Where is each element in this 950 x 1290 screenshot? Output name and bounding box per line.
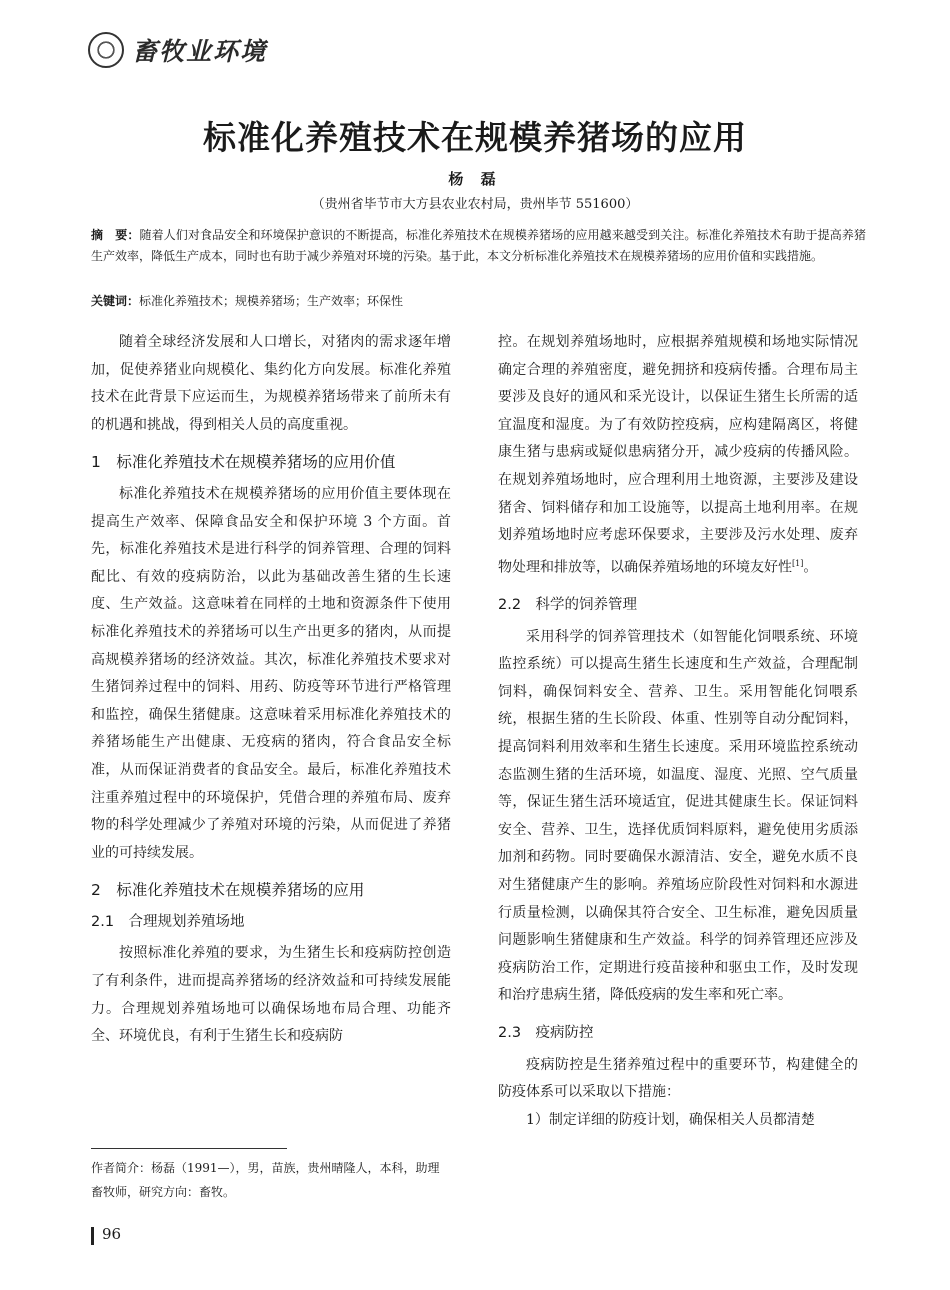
- footnote-divider: [91, 1148, 287, 1149]
- subsection-heading-2-2: 2.2 科学的饲养管理: [498, 597, 638, 613]
- keywords-text: 标准化养殖技术；规模养猪场；生产效率；环保性: [139, 294, 404, 308]
- journal-name: 畜牧业环境: [132, 37, 268, 66]
- abstract-label: 摘 要：: [91, 228, 140, 242]
- abstract: [91, 225, 866, 267]
- page-number: 96: [102, 1225, 122, 1243]
- citation-ref: [1]: [792, 558, 804, 568]
- intro-paragraph: 随着全球经济发展和人口增长，对猪肉的需求逐年增加，促使养猪业向规模化、集约化方向发展。标准化养殖技术在此背景下应运而生，为规模养猪场带来了前所未有的机遇和挑战，得到相关人员的高度重视。: [91, 334, 451, 433]
- subsection-heading-2-3: 2.3 疫病防控: [498, 1024, 594, 1041]
- section-1-paragraph: 标准化养殖技术在规模养猪场的应用价值主要体现在提高生产效率、保障食品安全和保护环境 3 个方面。首先，标准化养殖技术是进行科学的饲养管理、合理的饲料配比、有效的疫病防治，以此为基础改善生猪的生长速度、生产效益。这意味着在同样的土地和资源条件下使用标准化养殖技术的养猪场可以生产出更多的猪肉，从而提高规模养猪场的经济效益。其次，标准化养殖技术要求对生猪饲养过程中的饲料、用药、防疫等环节进行严格管理和监控，确保生猪健康。这意味着采用标准化养殖技术的养猪场能生产出健康、无疫病的猪肉，符合食品安全标准，从而保证消费者的食品安全。最后，标准化养殖技术注重养殖过程中的环境保护，凭借合理的养殖布局、废弃物的科学处理减少了养殖对环境的污染，从而促进了养猪业的可持续发展。: [91, 485, 451, 861]
- abstract-text: 随着人们对食品安全和环境保护意识的不断提高，标准化养殖技术在规模养猪场的应用越来越受到关注。标准化养殖技术有助于提高养猪生产效率，降低生产成本，同时也有助于减少养殖对环境的污染。基于此，本文分析标准化养殖技术在规模养猪场的应用价值和实践措施。: [91, 228, 866, 263]
- subsection-2-1-continuation: [498, 329, 858, 582]
- subsection-2-3-paragraph: 疫病防控是生猪养殖过程中的重要环节，构建健全的防疫体系可以采取以下措施：: [498, 1056, 858, 1101]
- affiliation: （贵州省毕节市大方县农业农村局，贵州毕节 551600）: [311, 197, 639, 212]
- keywords: [91, 291, 866, 312]
- continuation-end: 。: [803, 559, 818, 576]
- article-title: 标准化养殖技术在规模养猪场的应用: [203, 118, 747, 157]
- left-column: [91, 329, 451, 1051]
- list-item-1: 1）制定详细的防疫计划，确保相关人员都清楚: [526, 1111, 815, 1128]
- page-number-bar: [91, 1227, 94, 1245]
- section-heading-2: 2 标准化养殖技术在规模养猪场的应用: [91, 881, 365, 900]
- author-footnote: 作者简介：杨磊（1991—），男，苗族，贵州晴隆人，本科，助理畜牧师，研究方向：畜牧。: [91, 1161, 440, 1199]
- journal-logo-icon: [88, 32, 124, 68]
- continuation-text: 控。在规划养殖场地时，应根据养殖规模和场地实际情况确定合理的养殖密度，避免拥挤和疫病传播。合理布局主要涉及良好的通风和采光设计，以保证生猪生长所需的适宜温度和湿度。为了有效防控疫病，应构建隔离区，将健康生猪与患病或疑似患病猪分开，减少疫病的传播风险。在规划养殖场地时，应合理利用土地资源，主要涉及建设猪舍、饲料储存和加工设施等，以提高土地利用率。在规划养殖场地时应考虑环保要求，主要涉及污水处理、废弃物处理和排放等，以确保养殖场地的环境友好性: [498, 334, 858, 576]
- subsection-heading-2-1: 2.1 合理规划养殖场地: [91, 913, 245, 930]
- subsection-2-2-paragraph: 采用科学的饲养管理技术（如智能化饲喂系统、环境监控系统）可以提高生猪生长速度和生产效益，合理配制饲料，确保饲料安全、营养、卫生。采用智能化饲喂系统，根据生猪的生长阶段、体重、性别等自动分配饲料，提高饲料利用效率和生猪生长速度。采用环境监控系统动态监测生猪的生活环境，如温度、湿度、光照、空气质量等，保证生猪生活环境适宜，促进其健康生长。保证饲料安全、营养、卫生，选择优质饲料原料，避免使用劣质添加剂和药物。同时要确保水源清洁、安全，避免水质不良对生猪健康产生的影响。养殖场应阶段性对饲料和水源进行质量检测，以确保其符合安全、卫生标准，避免因质量问题影响生猪健康和生产效益。科学的饲养管理还应涉及疫病防治工作，定期进行疫苗接种和驱虫工作，及时发现和治疗患病生猪，降低疫病的发生率和死亡率。: [498, 628, 858, 1004]
- right-column: [498, 329, 858, 1134]
- author-name: 杨 磊: [448, 170, 502, 188]
- subsection-2-1-paragraph: 按照标准化养殖的要求，为生猪生长和疫病防控创造了有利条件，进而提高养猪场的经济效益和可持续发展能力。合理规划养殖场地可以确保场地布局合理、功能齐全、环境优良，有利于生猪生长和疫病防: [91, 945, 451, 1045]
- journal-header: [88, 32, 267, 68]
- keywords-label: 关键词：: [91, 294, 140, 308]
- section-heading-1: 1 标准化养殖技术在规模养猪场的应用价值: [91, 453, 396, 472]
